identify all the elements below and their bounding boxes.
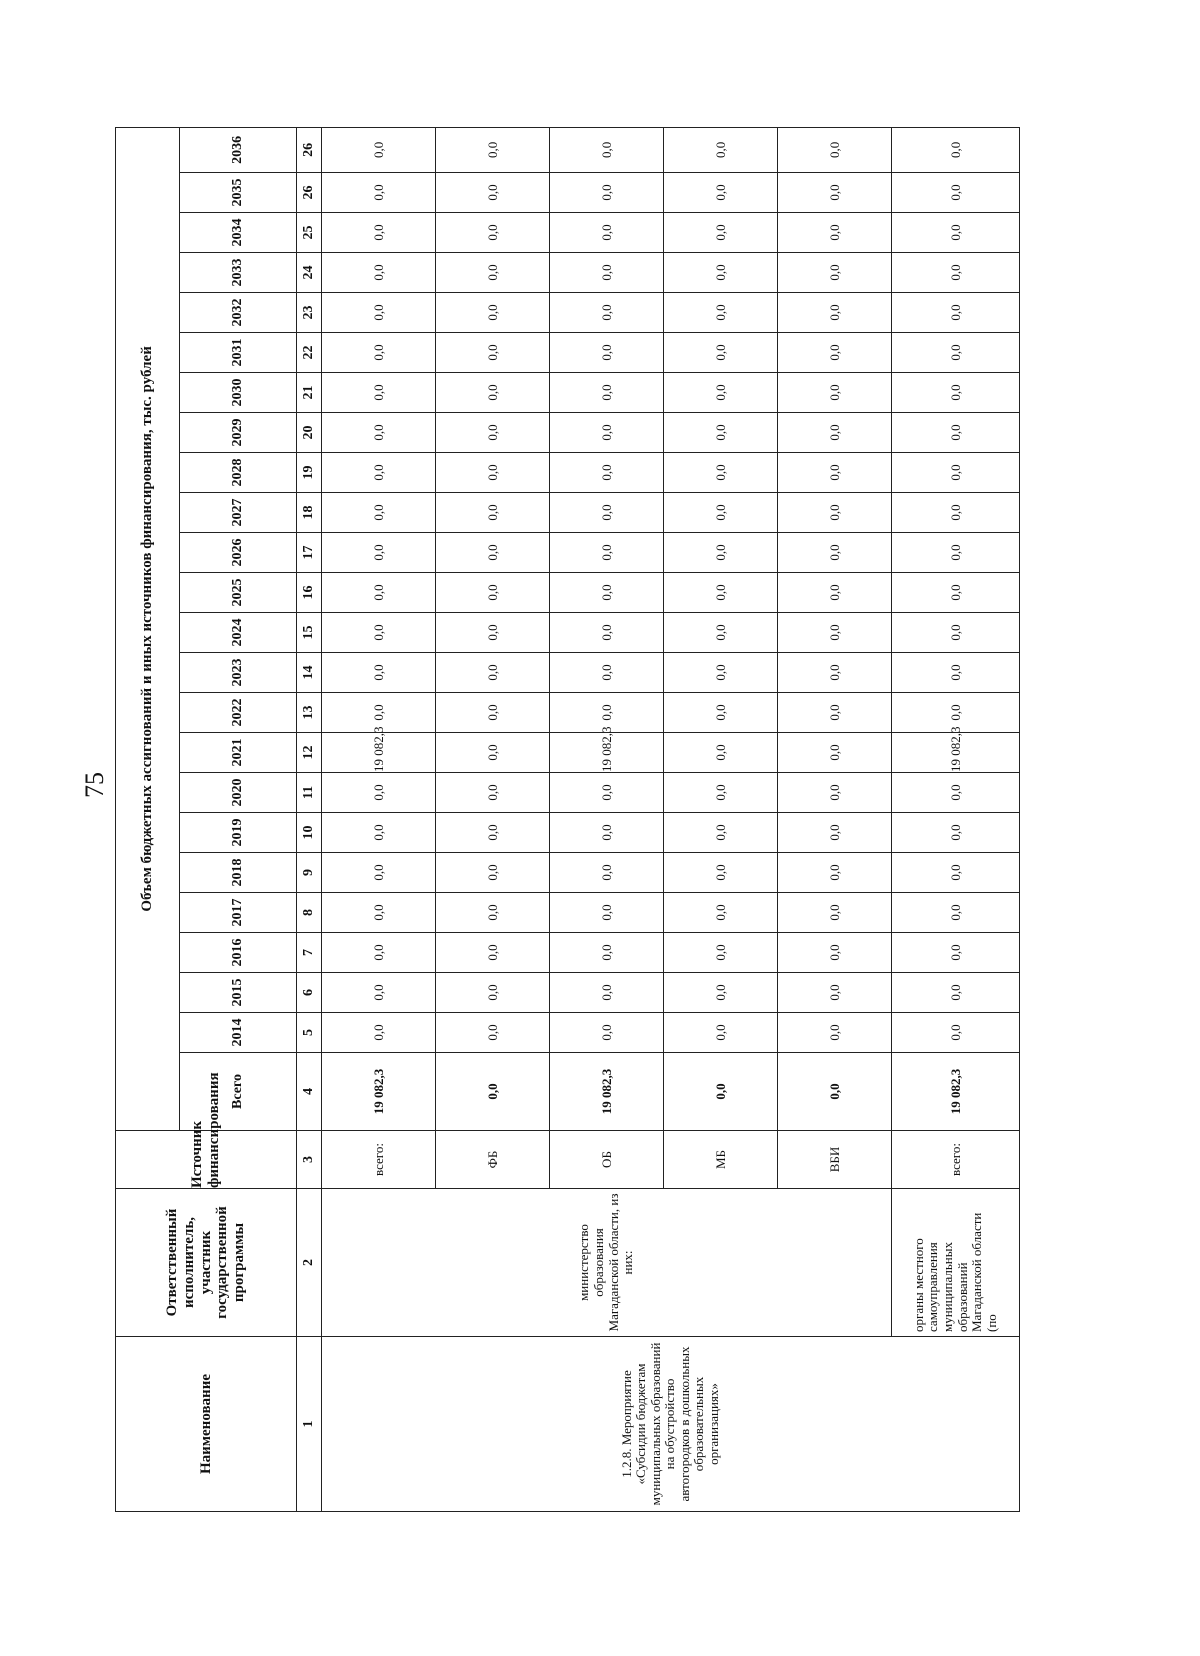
budget-table [115,127,1020,1512]
column-number: 8 [297,893,322,933]
value-cell: 0,0 [664,573,778,613]
value-cell: 0,0 [550,573,664,613]
value-cell: 0,0 [664,773,778,813]
value-cell: 0,0 [436,173,550,213]
value-cell: 0,0 [778,1013,892,1053]
table-row [892,127,1020,1511]
value-cell: 0,0 [778,333,892,373]
column-number: 23 [297,293,322,333]
value-cell: 0,0 [892,653,1020,693]
column-number: 22 [297,333,322,373]
column-number: 2 [297,1189,322,1337]
header-source: Источник финансирования [116,1131,297,1189]
value-cell: 0,0 [322,893,436,933]
value-cell: 0,0 [778,533,892,573]
value-cell: 0,0 [322,373,436,413]
header-budget: Объем бюджетных ассигнований и иных источников финансирования, тыс. рублей [116,127,180,1130]
value-cell: 0,0 [664,493,778,533]
value-cell: 0,0 [664,173,778,213]
header-year: 2034 [180,213,297,253]
value-cell: 0,0 [664,933,778,973]
value-cell: 0,0 [322,413,436,453]
value-cell: 0,0 [550,693,664,733]
total-cell: 0,0 [436,1053,550,1131]
value-cell: 0,0 [436,813,550,853]
value-cell: 0,0 [436,533,550,573]
column-number: 16 [297,573,322,613]
value-cell: 0,0 [436,413,550,453]
header-year: 2019 [180,813,297,853]
value-cell: 0,0 [436,973,550,1013]
source-cell: ОБ [550,1131,664,1189]
value-cell: 0,0 [550,973,664,1013]
value-cell: 0,0 [892,933,1020,973]
header-year: 2020 [180,773,297,813]
value-cell: 0,0 [550,453,664,493]
value-cell: 0,0 [892,693,1020,733]
value-cell: 0,0 [322,173,436,213]
value-cell: 0,0 [892,1013,1020,1053]
value-cell: 0,0 [892,413,1020,453]
value-cell: 0,0 [550,333,664,373]
value-cell: 0,0 [892,773,1020,813]
value-cell: 0,0 [778,733,892,773]
column-number: 11 [297,773,322,813]
column-number: 21 [297,373,322,413]
value-cell: 0,0 [322,293,436,333]
value-cell: 0,0 [664,213,778,253]
value-cell: 0,0 [322,253,436,293]
column-number: 20 [297,413,322,453]
total-cell: 19 082,3 [550,1053,664,1131]
value-cell: 0,0 [664,893,778,933]
executor-local-government: органы местного самоуправления муниципальных образований Магаданской области (по [892,1189,1020,1337]
column-number: 26 [297,127,322,172]
value-cell: 0,0 [550,413,664,453]
column-number: 24 [297,253,322,293]
source-cell: всего: [322,1131,436,1189]
total-cell: 19 082,3 [892,1053,1020,1131]
value-cell: 0,0 [892,573,1020,613]
header-year: 2027 [180,493,297,533]
source-cell: всего: [892,1131,1020,1189]
value-cell: 0,0 [664,373,778,413]
value-cell: 0,0 [664,653,778,693]
value-cell: 0,0 [778,453,892,493]
value-cell: 0,0 [550,933,664,973]
value-cell: 0,0 [892,453,1020,493]
value-cell: 0,0 [778,213,892,253]
value-cell: 0,0 [322,127,436,172]
value-cell: 0,0 [664,127,778,172]
column-number: 3 [297,1131,322,1189]
column-number: 18 [297,493,322,533]
value-cell: 0,0 [664,533,778,573]
value-cell: 0,0 [550,253,664,293]
header-year: 2031 [180,333,297,373]
value-cell: 0,0 [436,493,550,533]
value-cell: 0,0 [436,1013,550,1053]
header-year: 2032 [180,293,297,333]
value-cell: 0,0 [322,973,436,1013]
total-cell: 0,0 [778,1053,892,1131]
header-total: Всего [180,1053,297,1131]
header-year: 2028 [180,453,297,493]
value-cell: 0,0 [322,693,436,733]
header-year: 2021 [180,733,297,773]
value-cell: 0,0 [436,127,550,172]
column-number: 5 [297,1013,322,1053]
value-cell: 0,0 [778,613,892,653]
value-cell: 0,0 [550,533,664,573]
value-cell: 0,0 [892,333,1020,373]
header-name: Наименование [116,1337,297,1512]
value-cell: 0,0 [322,813,436,853]
value-cell: 0,0 [892,853,1020,893]
value-cell: 0,0 [436,373,550,413]
value-cell: 0,0 [892,213,1020,253]
value-cell: 0,0 [778,253,892,293]
value-cell: 0,0 [664,853,778,893]
value-cell: 0,0 [778,173,892,213]
value-cell: 0,0 [778,127,892,172]
budget-table-rotated [115,128,1020,1512]
value-cell: 0,0 [550,813,664,853]
value-cell: 0,0 [550,893,664,933]
value-cell: 0,0 [664,413,778,453]
value-cell: 0,0 [322,1013,436,1053]
value-cell: 0,0 [436,853,550,893]
header-year: 2024 [180,613,297,653]
source-cell: МБ [664,1131,778,1189]
value-cell: 0,0 [550,173,664,213]
value-cell: 0,0 [322,853,436,893]
value-cell: 0,0 [322,653,436,693]
value-cell: 0,0 [436,733,550,773]
value-cell: 0,0 [550,1013,664,1053]
value-cell: 0,0 [436,773,550,813]
value-cell: 0,0 [550,293,664,333]
value-cell: 0,0 [664,813,778,853]
value-cell: 0,0 [892,973,1020,1013]
value-cell: 0,0 [778,853,892,893]
column-number: 1 [297,1337,322,1512]
value-cell: 0,0 [322,213,436,253]
value-cell: 0,0 [778,773,892,813]
column-number: 26 [297,173,322,213]
value-cell: 0,0 [550,127,664,172]
value-cell: 0,0 [436,253,550,293]
value-cell: 0,0 [550,613,664,653]
column-number: 17 [297,533,322,573]
executor-ministry: министерство образования Магаданской области, из них: [322,1189,892,1337]
header-year: 2036 [180,127,297,172]
value-cell: 0,0 [550,853,664,893]
value-cell: 0,0 [664,733,778,773]
header-responsible: Ответственный исполнитель, участник государственной программы [116,1189,297,1337]
page-number: 75 [80,772,109,798]
value-cell: 0,0 [892,173,1020,213]
value-cell: 0,0 [778,653,892,693]
header-year: 2015 [180,973,297,1013]
value-cell: 0,0 [322,773,436,813]
value-cell: 0,0 [664,613,778,653]
measure-name: 1.2.8. Мероприятие «Субсидии бюджетам муниципальных образований на обустройство автогородков в дошкольных образовательных организациях» [322,1337,1020,1512]
header-year: 2026 [180,533,297,573]
value-cell: 0,0 [664,1013,778,1053]
header-year: 2023 [180,653,297,693]
value-cell: 0,0 [436,573,550,613]
value-cell: 0,0 [550,653,664,693]
value-cell: 0,0 [436,613,550,653]
value-cell: 0,0 [322,573,436,613]
header-year: 2030 [180,373,297,413]
header-year: 2016 [180,933,297,973]
value-cell: 0,0 [436,333,550,373]
value-cell: 0,0 [322,453,436,493]
total-cell: 19 082,3 [322,1053,436,1131]
value-cell: 0,0 [778,493,892,533]
header-year: 2017 [180,893,297,933]
header-year: 2022 [180,693,297,733]
value-cell: 0,0 [892,253,1020,293]
value-cell: 0,0 [436,213,550,253]
value-cell: 0,0 [892,293,1020,333]
header-year: 2029 [180,413,297,453]
value-cell: 0,0 [664,453,778,493]
column-number: 4 [297,1053,322,1131]
header-year: 2018 [180,853,297,893]
value-cell: 0,0 [550,373,664,413]
value-cell: 0,0 [436,293,550,333]
value-cell: 19 082,3 [550,733,664,773]
column-number: 9 [297,853,322,893]
value-cell: 0,0 [892,127,1020,172]
column-number: 7 [297,933,322,973]
value-cell: 0,0 [436,933,550,973]
value-cell: 0,0 [322,493,436,533]
column-number: 19 [297,453,322,493]
header-year: 2025 [180,573,297,613]
value-cell: 0,0 [778,813,892,853]
value-cell: 0,0 [322,613,436,653]
value-cell: 0,0 [778,693,892,733]
value-cell: 0,0 [778,413,892,453]
value-cell: 0,0 [778,373,892,413]
column-number: 10 [297,813,322,853]
column-number: 13 [297,693,322,733]
value-cell: 0,0 [550,213,664,253]
value-cell: 0,0 [778,573,892,613]
value-cell: 0,0 [778,933,892,973]
value-cell: 19 082,3 [892,733,1020,773]
column-number: 14 [297,653,322,693]
value-cell: 0,0 [550,773,664,813]
table-row [322,127,436,1511]
column-number: 12 [297,733,322,773]
value-cell: 0,0 [664,973,778,1013]
value-cell: 0,0 [322,333,436,373]
value-cell: 0,0 [664,333,778,373]
source-cell: ВБИ [778,1131,892,1189]
total-cell: 0,0 [664,1053,778,1131]
header-year: 2014 [180,1013,297,1053]
value-cell: 0,0 [322,533,436,573]
value-cell: 0,0 [778,893,892,933]
value-cell: 0,0 [664,693,778,733]
header-year: 2035 [180,173,297,213]
value-cell: 0,0 [892,373,1020,413]
value-cell: 0,0 [550,493,664,533]
value-cell: 0,0 [436,453,550,493]
value-cell: 0,0 [664,253,778,293]
value-cell: 0,0 [892,533,1020,573]
column-number: 25 [297,213,322,253]
column-number: 15 [297,613,322,653]
column-number: 6 [297,973,322,1013]
value-cell: 0,0 [436,893,550,933]
header-year: 2033 [180,253,297,293]
source-cell: ФБ [436,1131,550,1189]
value-cell: 0,0 [436,693,550,733]
value-cell: 0,0 [892,613,1020,653]
value-cell: 0,0 [778,293,892,333]
value-cell: 0,0 [322,933,436,973]
value-cell: 0,0 [892,493,1020,533]
value-cell: 0,0 [664,293,778,333]
value-cell: 0,0 [436,653,550,693]
value-cell: 0,0 [892,893,1020,933]
value-cell: 0,0 [778,973,892,1013]
value-cell: 19 082,3 [322,733,436,773]
value-cell: 0,0 [892,813,1020,853]
